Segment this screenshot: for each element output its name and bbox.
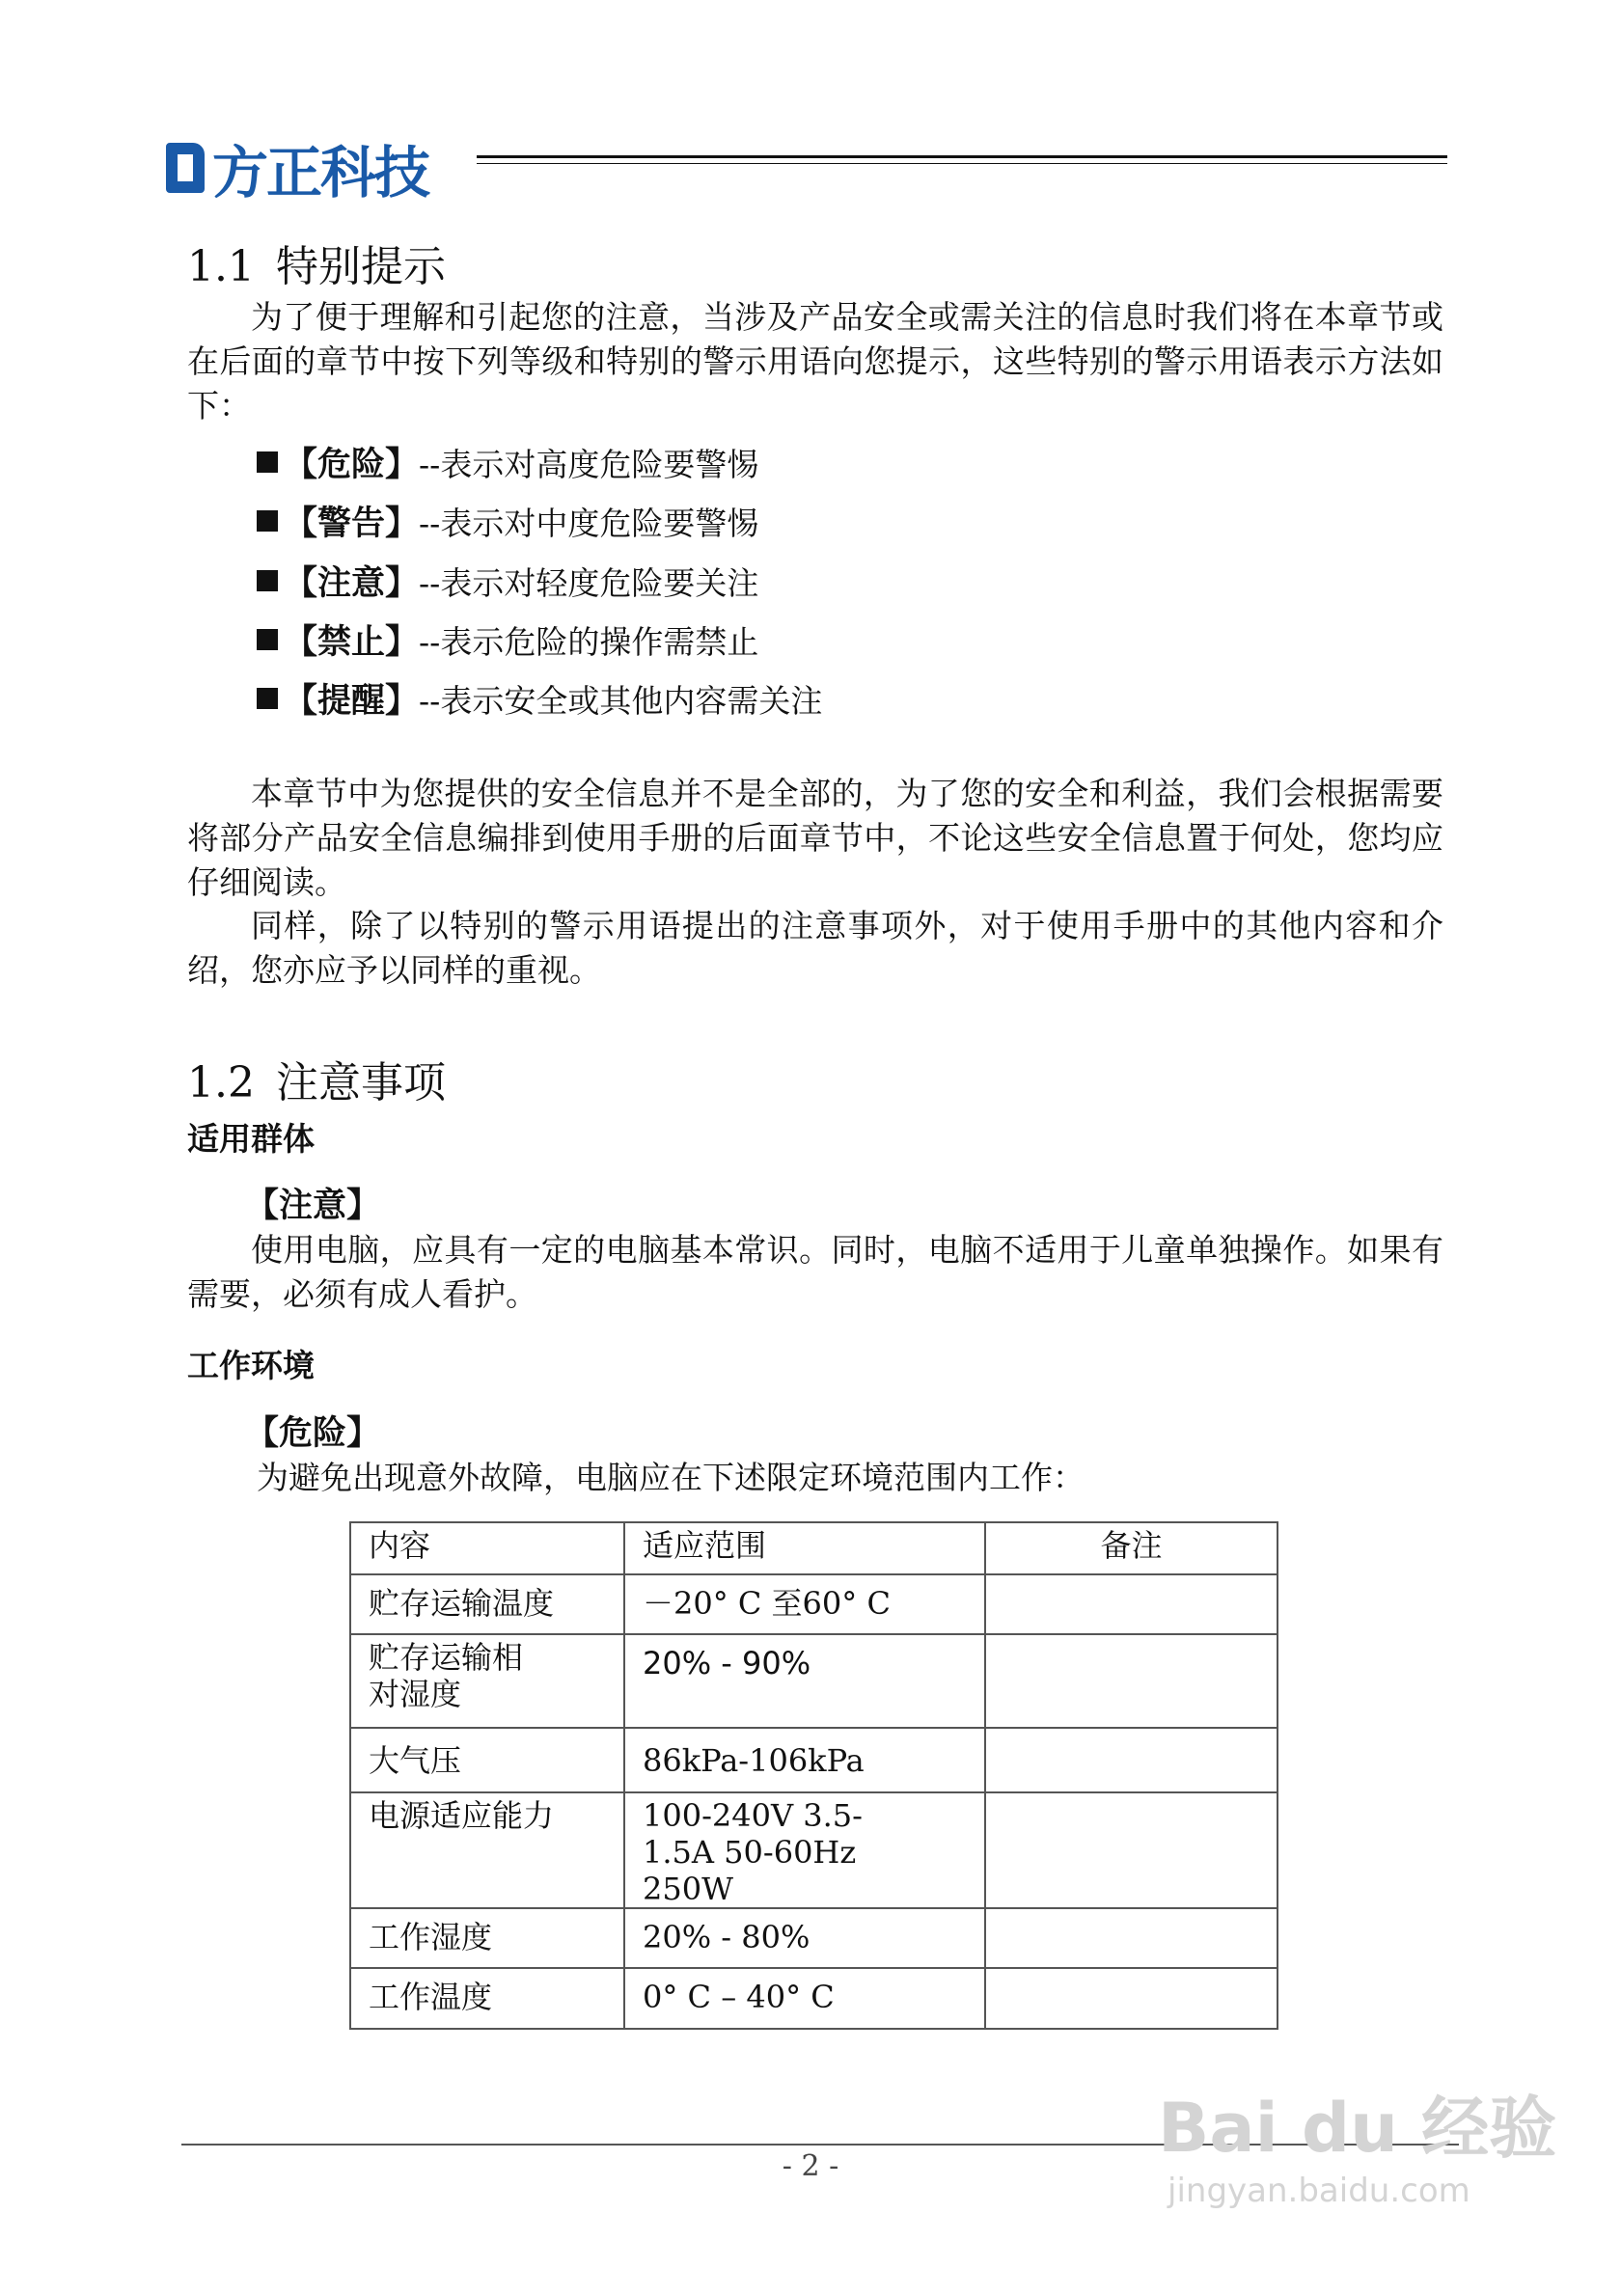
table-cell: 贮存运输温度: [350, 1574, 624, 1634]
table-cell: 100-240V 3.5-1.5A 50-60Hz 250W: [624, 1792, 985, 1908]
level-tag: 【禁止】: [284, 623, 420, 662]
table-row: [350, 1574, 1278, 1634]
table-cell: 电源适应能力: [350, 1792, 624, 1908]
subheading-audience: 适用群体: [187, 1120, 315, 1158]
table-header-row: [350, 1522, 1278, 1574]
watermark: [1158, 2074, 1556, 2210]
table-cell: 86kPa-106kPa: [624, 1728, 985, 1792]
watermark-brand: Bai du 经验: [1158, 2089, 1557, 2168]
environment-table: [349, 1521, 1278, 2030]
header-rule: [477, 155, 1447, 158]
section-heading-1-2: [187, 1048, 446, 1109]
logo-mark-icon: [166, 143, 205, 193]
notice-tag: 【注意】: [245, 1187, 381, 1225]
section-heading-1-1: [187, 232, 446, 293]
level-desc: --表示危险的操作需禁止: [419, 622, 759, 661]
table-cell: 0° C – 40° C: [624, 1968, 985, 2029]
section-number: 1.2: [187, 1058, 255, 1107]
header-rule-thin: [477, 163, 1447, 164]
level-desc: --表示安全或其他内容需关注: [419, 681, 823, 720]
level-desc: --表示对轻度危险要关注: [419, 563, 759, 602]
table-row: [350, 1728, 1278, 1792]
level-item: [257, 438, 758, 486]
level-tag: 【危险】: [284, 446, 420, 484]
environment-text: 为避免出现意外故障，电脑应在下述限定环境范围内工作：: [257, 1459, 1085, 1496]
square-bullet-icon: [257, 688, 278, 709]
table-row: [350, 1968, 1278, 2029]
table-cell: [985, 1968, 1278, 2029]
page-number: - 2 -: [782, 2149, 839, 2183]
section-number: 1.1: [187, 242, 255, 291]
level-desc: --表示对高度危险要警惕: [419, 445, 759, 483]
paragraph-3: 同样，除了以特别的警示用语提出的注意事项外，对于使用手册中的其他内容和介绍，您亦应予以同样的重视。: [187, 907, 1443, 989]
table-cell: 20% - 80%: [624, 1908, 985, 1968]
watermark-url: jingyan.baidu.com: [1168, 2172, 1470, 2210]
level-item: [257, 674, 822, 723]
table-cell: [985, 1574, 1278, 1634]
table-cell: 贮存运输相对湿度: [350, 1634, 624, 1728]
header-cell: 备注: [985, 1522, 1278, 1574]
level-item: [257, 557, 758, 605]
level-desc: --表示对中度危险要警惕: [419, 504, 759, 542]
table-cell: 工作湿度: [350, 1908, 624, 1968]
table-cell: [985, 1908, 1278, 1968]
table-row: [350, 1792, 1278, 1908]
square-bullet-icon: [257, 451, 278, 473]
paragraph-2: 本章节中为您提供的安全信息并不是全部的，为了您的安全和利益，我们会根据需要将部分产品安全信息编排到使用手册的后面章节中，不论这些安全信息置于何处，您均应仔细阅读。: [187, 775, 1443, 901]
level-tag: 【提醒】: [284, 682, 420, 721]
table-cell: [985, 1634, 1278, 1728]
square-bullet-icon: [257, 629, 278, 650]
intro-paragraph: 为了便于理解和引起您的注意，当涉及产品安全或需关注的信息时我们将在本章节或在后面的章节中按下列等级和特别的警示用语向您提示，这些特别的警示用语表示方法如下：: [187, 298, 1443, 424]
level-tag: 【警告】: [284, 505, 420, 543]
danger-tag: 【危险】: [245, 1414, 381, 1453]
table-cell: 20% - 90%: [624, 1634, 985, 1728]
section-title: 特别提示: [275, 242, 446, 291]
section-title: 注意事项: [275, 1058, 446, 1107]
subheading-environment: 工作环境: [187, 1347, 315, 1384]
header-cell: 适应范围: [624, 1522, 985, 1574]
audience-text: 使用电脑，应具有一定的电脑基本常识。同时，电脑不适用于儿童单独操作。如果有需要，必须有成人看护。: [187, 1231, 1443, 1313]
logo-text: 方正科技: [212, 140, 429, 205]
table-cell: [985, 1792, 1278, 1908]
square-bullet-icon: [257, 570, 278, 591]
table-row: [350, 1634, 1278, 1728]
table-cell: －20° C 至60° C: [624, 1574, 985, 1634]
company-logo: [166, 127, 428, 208]
level-item: [257, 615, 758, 664]
level-tag: 【注意】: [284, 564, 420, 603]
level-item: [257, 497, 758, 545]
table-cell: 大气压: [350, 1728, 624, 1792]
table-cell: [985, 1728, 1278, 1792]
header-cell: 内容: [350, 1522, 624, 1574]
table-row: [350, 1908, 1278, 1968]
table-cell: 工作温度: [350, 1968, 624, 2029]
square-bullet-icon: [257, 510, 278, 532]
